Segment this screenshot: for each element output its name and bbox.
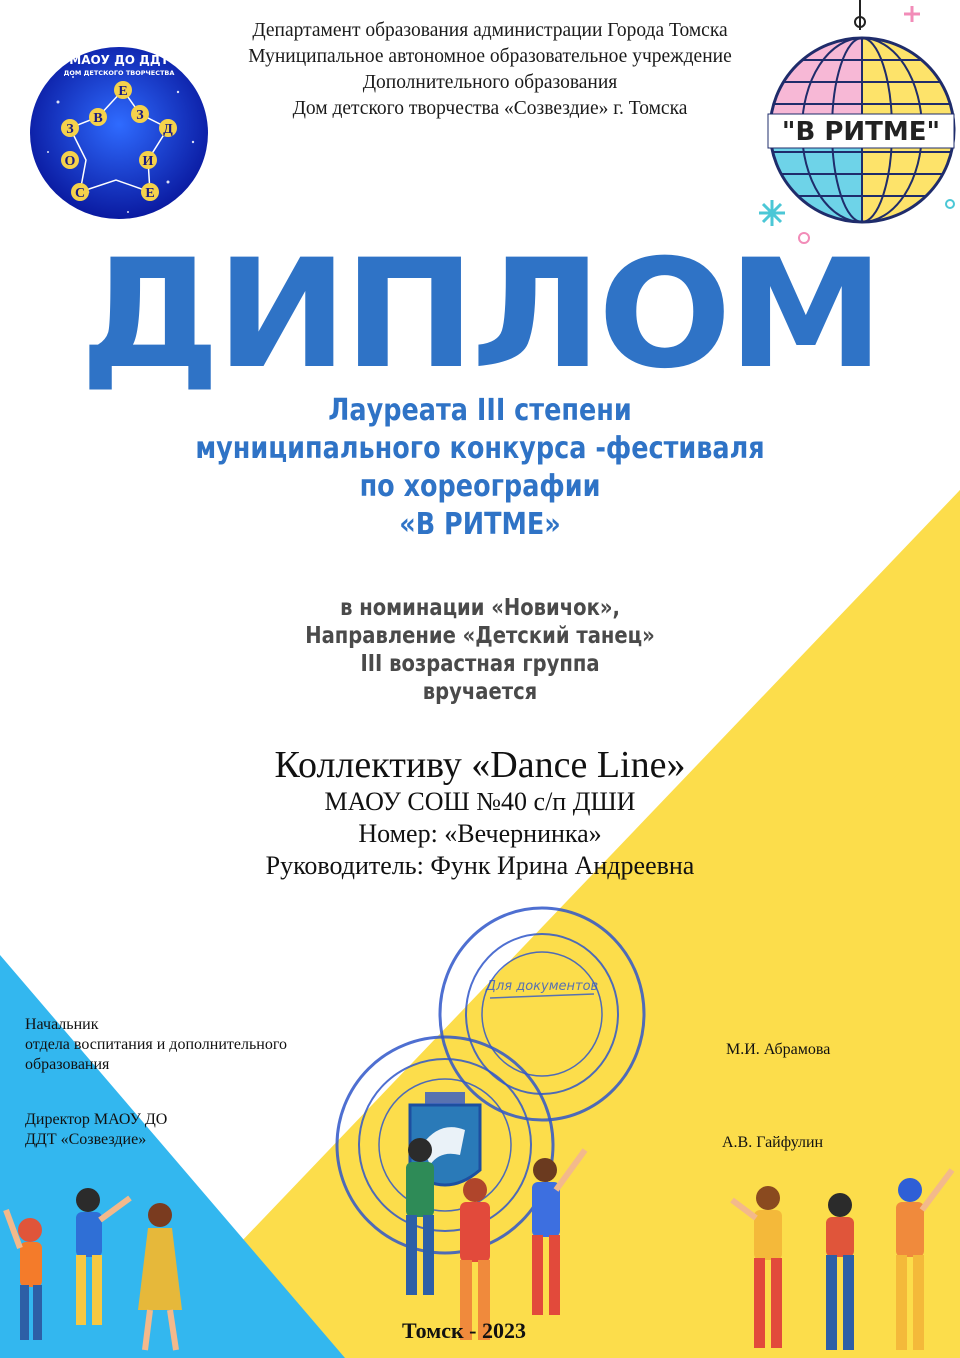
sozvezdie-logo xyxy=(28,42,210,224)
awardee-block xyxy=(0,744,960,882)
signature-position-1 xyxy=(25,1015,405,1075)
header-line-3: Дополнительного образования xyxy=(362,72,618,93)
award-subtitle xyxy=(0,392,960,544)
nomination-line-4: вручается xyxy=(422,679,538,705)
logo-top-text: МАОУ ДО ДДТ xyxy=(69,53,169,67)
awardee-school: МАОУ СОШ №40 с/п ДШИ xyxy=(324,787,636,816)
dancers-center-illustration xyxy=(360,1110,610,1350)
dancer-figure-icon xyxy=(406,1138,434,1295)
awardee-number: Номер: «Вечернинка» xyxy=(358,819,602,848)
logo-letter: Е xyxy=(145,186,155,201)
logo-letter: В xyxy=(93,111,103,126)
stamp-center-text: Для документов xyxy=(485,979,599,994)
logo-sub-text: ДОМ ДЕТСКОГО ТВОРЧЕСТВА xyxy=(63,69,175,77)
logo-letter: С xyxy=(74,186,86,201)
subtitle-line-4: «В РИТМЕ» xyxy=(399,507,561,542)
nomination-block xyxy=(0,594,960,706)
header xyxy=(180,18,800,122)
disco-ball-badge xyxy=(752,0,960,250)
logo-letter: О xyxy=(64,154,76,169)
logo-letter: Е xyxy=(118,84,128,99)
subtitle-line-3: по хореографии xyxy=(359,469,601,504)
dancer-figure-icon xyxy=(76,1188,130,1325)
dancer-figure-icon xyxy=(460,1178,490,1340)
logo-letter: З xyxy=(66,122,74,137)
signature-position-2 xyxy=(25,1110,325,1150)
signature-name-1: М.И. Абрамова xyxy=(726,1041,831,1058)
signature-name-2: А.В. Гайфулин xyxy=(722,1134,824,1151)
footer-city-year: Томск - 2023 xyxy=(401,1318,527,1343)
nomination-line-3: III возрастная группа xyxy=(360,651,600,677)
position-1-line-2: отдела воспитания и дополнительного xyxy=(25,1036,288,1053)
badge-text: "В РИТМЕ" xyxy=(781,117,941,147)
nomination-line-2: Направление «Детский танец» xyxy=(305,623,655,649)
diploma-title: ДИПЛОМ xyxy=(79,228,881,402)
logo-letter: З xyxy=(136,108,144,123)
header-line-1: Департамент образования администрации Города Томска xyxy=(252,20,728,41)
dancer-figure-icon xyxy=(532,1150,585,1315)
position-1-line-3: образования xyxy=(25,1056,110,1073)
header-line-2: Муниципальное автономное образовательное учреждение xyxy=(248,46,732,67)
position-2-line-2: ДДТ «Созвездие» xyxy=(25,1131,147,1148)
awardee-name: Коллективу «Dance Line» xyxy=(274,744,686,786)
subtitle-line-1: Лауреата III степени xyxy=(328,393,632,428)
awardee-leader: Руководитель: Функ Ирина Андреевна xyxy=(265,851,695,880)
subtitle-line-2: муниципального конкурса -фестиваля xyxy=(195,431,765,466)
header-line-4: Дом детского творчества «Созвездие» г. Томска xyxy=(292,98,688,119)
position-2-line-1: Директор МАОУ ДО xyxy=(25,1111,168,1128)
logo-letter: Д xyxy=(163,122,173,137)
position-1-line-1: Начальник xyxy=(25,1016,99,1033)
nomination-line-1: в номинации «Новичок», xyxy=(340,595,620,621)
logo-letter: И xyxy=(142,154,154,169)
